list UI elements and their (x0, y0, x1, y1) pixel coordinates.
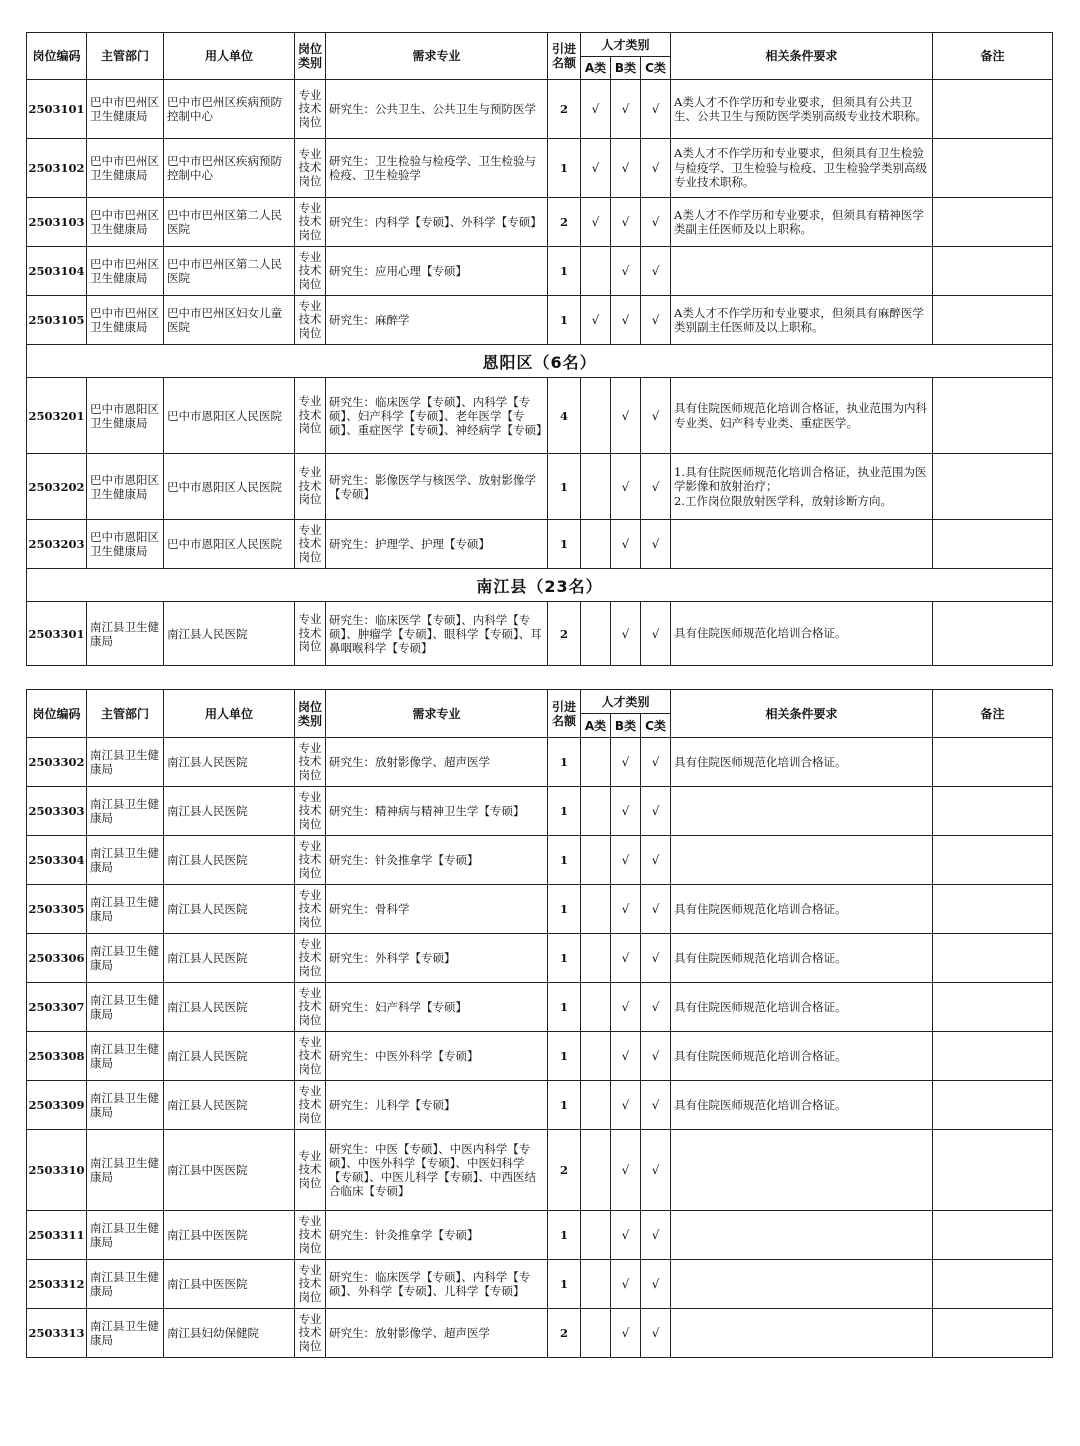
table-row (27, 454, 1053, 520)
cell-code: 2503202 (27, 454, 87, 520)
section-nanjiang: 南江县（23名） (27, 569, 1053, 602)
cell-requirements: 具有住院医师规范化培训合格证。 (671, 738, 933, 787)
cell-position-type: 专业技术岗位 (295, 983, 326, 1032)
table-row (27, 983, 1053, 1032)
header-count: 引进名额 (548, 33, 581, 80)
cell-major: 研究生：针灸推拿学【专硕】 (326, 836, 548, 885)
section-enyang: 恩阳区（6名） (27, 345, 1053, 378)
cell-class-c: √ (641, 378, 671, 454)
cell-unit: 南江县人民医院 (164, 983, 295, 1032)
cell-note (933, 1309, 1053, 1358)
cell-code: 2503311 (27, 1211, 87, 1260)
cell-class-a (581, 885, 611, 934)
cell-code: 2503302 (27, 738, 87, 787)
cell-dept: 南江县卫生健康局 (87, 983, 164, 1032)
cell-class-c: √ (641, 139, 671, 198)
cell-note (933, 520, 1053, 569)
header-b: B类 (611, 57, 641, 80)
cell-dept: 南江县卫生健康局 (87, 602, 164, 666)
cell-class-b: √ (611, 139, 641, 198)
cell-note (933, 1260, 1053, 1309)
cell-requirements (671, 1130, 933, 1211)
cell-class-c: √ (641, 1260, 671, 1309)
cell-unit: 巴中市巴州区疾病预防控制中心 (164, 139, 295, 198)
table-row (27, 836, 1053, 885)
cell-major: 研究生：临床医学【专硕】、内科学【专硕】、肿瘤学【专硕】、眼科学【专硕】、耳鼻咽喉科学【专硕】 (326, 602, 548, 666)
cell-class-a (581, 836, 611, 885)
cell-requirements: 具有住院医师规范化培训合格证。 (671, 934, 933, 983)
cell-code: 2503309 (27, 1081, 87, 1130)
cell-dept: 巴中市恩阳区卫生健康局 (87, 520, 164, 569)
cell-position-type: 专业技术岗位 (295, 378, 326, 454)
cell-major: 研究生：公共卫生、公共卫生与预防医学 (326, 80, 548, 139)
cell-class-c: √ (641, 296, 671, 345)
cell-unit: 南江县中医医院 (164, 1260, 295, 1309)
table-row (27, 139, 1053, 198)
table-row (27, 934, 1053, 983)
cell-class-b: √ (611, 1260, 641, 1309)
cell-class-a (581, 1130, 611, 1211)
cell-count: 2 (548, 1309, 581, 1358)
cell-code: 2503313 (27, 1309, 87, 1358)
header-talent: 人才类别 (581, 690, 671, 714)
cell-count: 1 (548, 139, 581, 198)
table-row (27, 520, 1053, 569)
table-row (27, 198, 1053, 247)
cell-code: 2503307 (27, 983, 87, 1032)
cell-code: 2503301 (27, 602, 87, 666)
cell-major: 研究生：放射影像学、超声医学 (326, 738, 548, 787)
cell-class-c: √ (641, 198, 671, 247)
cell-dept: 巴中市巴州区卫生健康局 (87, 198, 164, 247)
header-major: 需求专业 (326, 690, 548, 738)
header-ptype: 岗位类别 (295, 33, 326, 80)
cell-class-b: √ (611, 198, 641, 247)
cell-major: 研究生：针灸推拿学【专硕】 (326, 1211, 548, 1260)
cell-class-a (581, 602, 611, 666)
cell-count: 1 (548, 1032, 581, 1081)
table-row (27, 602, 1053, 666)
cell-class-a (581, 1309, 611, 1358)
table-row (27, 296, 1053, 345)
cell-class-c: √ (641, 1211, 671, 1260)
cell-position-type: 专业技术岗位 (295, 787, 326, 836)
cell-position-type: 专业技术岗位 (295, 934, 326, 983)
cell-class-a (581, 983, 611, 1032)
cell-count: 1 (548, 934, 581, 983)
cell-requirements: A类人才不作学历和专业要求，但须具有卫生检验与检疫学、卫生检验与检疫、卫生检验学类别高级专业技术职称。 (671, 139, 933, 198)
cell-class-b: √ (611, 602, 641, 666)
cell-class-a: √ (581, 139, 611, 198)
table-row (27, 787, 1053, 836)
cell-requirements (671, 836, 933, 885)
job-table-1 (26, 32, 1053, 666)
cell-count: 1 (548, 787, 581, 836)
cell-requirements (671, 787, 933, 836)
cell-class-c: √ (641, 454, 671, 520)
cell-major: 研究生：妇产科学【专硕】 (326, 983, 548, 1032)
cell-note (933, 1032, 1053, 1081)
cell-unit: 南江县人民医院 (164, 1081, 295, 1130)
cell-class-c: √ (641, 602, 671, 666)
cell-major: 研究生：麻醉学 (326, 296, 548, 345)
cell-class-b: √ (611, 738, 641, 787)
cell-note (933, 296, 1053, 345)
cell-position-type: 专业技术岗位 (295, 1211, 326, 1260)
cell-class-c: √ (641, 247, 671, 296)
cell-class-c: √ (641, 1130, 671, 1211)
cell-note (933, 738, 1053, 787)
cell-major: 研究生：卫生检验与检疫学、卫生检验与检疫、卫生检验学 (326, 139, 548, 198)
cell-note (933, 934, 1053, 983)
cell-note (933, 247, 1053, 296)
cell-major: 研究生：中医外科学【专硕】 (326, 1032, 548, 1081)
cell-unit: 南江县人民医院 (164, 885, 295, 934)
table-row (27, 1260, 1053, 1309)
cell-major: 研究生：外科学【专硕】 (326, 934, 548, 983)
cell-requirements: 具有住院医师规范化培训合格证。 (671, 983, 933, 1032)
cell-class-a (581, 520, 611, 569)
cell-note (933, 80, 1053, 139)
cell-requirements: 具有住院医师规范化培训合格证。 (671, 1032, 933, 1081)
cell-code: 2503310 (27, 1130, 87, 1211)
header-count: 引进名额 (548, 690, 581, 738)
cell-code: 2503101 (27, 80, 87, 139)
cell-note (933, 139, 1053, 198)
cell-code: 2503105 (27, 296, 87, 345)
table-row (27, 1032, 1053, 1081)
cell-dept: 巴中市恩阳区卫生健康局 (87, 378, 164, 454)
cell-requirements (671, 1211, 933, 1260)
cell-class-b: √ (611, 983, 641, 1032)
cell-position-type: 专业技术岗位 (295, 296, 326, 345)
cell-class-c: √ (641, 934, 671, 983)
cell-major: 研究生：护理学、护理【专硕】 (326, 520, 548, 569)
cell-count: 1 (548, 885, 581, 934)
cell-dept: 南江县卫生健康局 (87, 787, 164, 836)
cell-class-a (581, 1211, 611, 1260)
cell-class-b: √ (611, 378, 641, 454)
header-major: 需求专业 (326, 33, 548, 80)
cell-position-type: 专业技术岗位 (295, 836, 326, 885)
cell-requirements (671, 1309, 933, 1358)
cell-class-b: √ (611, 296, 641, 345)
cell-unit: 南江县中医医院 (164, 1130, 295, 1211)
cell-count: 1 (548, 247, 581, 296)
table-row (27, 885, 1053, 934)
cell-position-type: 专业技术岗位 (295, 602, 326, 666)
cell-dept: 巴中市巴州区卫生健康局 (87, 139, 164, 198)
header-a: A类 (581, 714, 611, 738)
cell-code: 2503306 (27, 934, 87, 983)
cell-code: 2503201 (27, 378, 87, 454)
cell-class-b: √ (611, 1081, 641, 1130)
job-table-2 (26, 689, 1053, 1358)
cell-count: 1 (548, 296, 581, 345)
cell-dept: 南江县卫生健康局 (87, 1130, 164, 1211)
cell-class-b: √ (611, 1309, 641, 1358)
cell-major: 研究生：内科学【专硕】、外科学【专硕】 (326, 198, 548, 247)
cell-count: 1 (548, 738, 581, 787)
cell-class-a (581, 738, 611, 787)
cell-major: 研究生：中医【专硕】、中医内科学【专硕】、中医外科学【专硕】、中医妇科学【专硕】、中医儿科学【专硕】、中西医结合临床【专硕】 (326, 1130, 548, 1211)
cell-position-type: 专业技术岗位 (295, 1081, 326, 1130)
cell-dept: 南江县卫生健康局 (87, 885, 164, 934)
cell-major: 研究生：影像医学与核医学、放射影像学【专硕】 (326, 454, 548, 520)
cell-note (933, 198, 1053, 247)
cell-requirements: 1.具有住院医师规范化培训合格证，执业范围为医学影像和放射治疗； 2.工作岗位限放射医学科，放射诊断方向。 (671, 454, 933, 520)
cell-dept: 南江县卫生健康局 (87, 1081, 164, 1130)
header-unit: 用人单位 (164, 690, 295, 738)
cell-dept: 南江县卫生健康局 (87, 836, 164, 885)
cell-note (933, 1211, 1053, 1260)
cell-note (933, 1081, 1053, 1130)
cell-class-c: √ (641, 1032, 671, 1081)
header-req: 相关条件要求 (671, 33, 933, 80)
cell-class-c: √ (641, 1309, 671, 1358)
cell-major: 研究生：骨科学 (326, 885, 548, 934)
cell-position-type: 专业技术岗位 (295, 1260, 326, 1309)
cell-major: 研究生：临床医学【专硕】、内科学【专硕】、外科学【专硕】、儿科学【专硕】 (326, 1260, 548, 1309)
cell-dept: 南江县卫生健康局 (87, 1032, 164, 1081)
table-row (27, 1130, 1053, 1211)
cell-unit: 巴中市巴州区妇女儿童医院 (164, 296, 295, 345)
cell-note (933, 378, 1053, 454)
cell-count: 2 (548, 1130, 581, 1211)
cell-major: 研究生：精神病与精神卫生学【专硕】 (326, 787, 548, 836)
header-dept: 主管部门 (87, 690, 164, 738)
cell-class-b: √ (611, 836, 641, 885)
cell-position-type: 专业技术岗位 (295, 1130, 326, 1211)
cell-class-a (581, 454, 611, 520)
cell-requirements: 具有住院医师规范化培训合格证。 (671, 1081, 933, 1130)
cell-dept: 巴中市恩阳区卫生健康局 (87, 454, 164, 520)
cell-class-c: √ (641, 80, 671, 139)
cell-class-b: √ (611, 1130, 641, 1211)
cell-unit: 南江县人民医院 (164, 738, 295, 787)
cell-position-type: 专业技术岗位 (295, 198, 326, 247)
table-row (27, 1211, 1053, 1260)
cell-requirements: A类人才不作学历和专业要求，但须具有公共卫生、公共卫生与预防医学类别高级专业技术职称。 (671, 80, 933, 139)
cell-unit: 巴中市恩阳区人民医院 (164, 454, 295, 520)
cell-class-b: √ (611, 1211, 641, 1260)
cell-code: 2503312 (27, 1260, 87, 1309)
cell-note (933, 885, 1053, 934)
cell-unit: 巴中市恩阳区人民医院 (164, 378, 295, 454)
cell-note (933, 836, 1053, 885)
cell-unit: 南江县人民医院 (164, 602, 295, 666)
cell-requirements: 具有住院医师规范化培训合格证，执业范围为内科专业类、妇产科专业类、重症医学。 (671, 378, 933, 454)
header-c: C类 (641, 714, 671, 738)
cell-unit: 南江县人民医院 (164, 1032, 295, 1081)
table-row (27, 1309, 1053, 1358)
cell-class-c: √ (641, 787, 671, 836)
table-row (27, 80, 1053, 139)
cell-note (933, 1130, 1053, 1211)
cell-dept: 巴中市巴州区卫生健康局 (87, 296, 164, 345)
cell-count: 4 (548, 378, 581, 454)
cell-unit: 巴中市巴州区疾病预防控制中心 (164, 80, 295, 139)
cell-class-b: √ (611, 934, 641, 983)
header-req: 相关条件要求 (671, 690, 933, 738)
cell-class-b: √ (611, 80, 641, 139)
cell-code: 2503203 (27, 520, 87, 569)
cell-class-a: √ (581, 198, 611, 247)
table-row (27, 378, 1053, 454)
cell-class-c: √ (641, 738, 671, 787)
cell-position-type: 专业技术岗位 (295, 454, 326, 520)
cell-major: 研究生：应用心理【专硕】 (326, 247, 548, 296)
header-note: 备注 (933, 690, 1053, 738)
cell-note (933, 454, 1053, 520)
cell-note (933, 983, 1053, 1032)
cell-code: 2503308 (27, 1032, 87, 1081)
cell-dept: 南江县卫生健康局 (87, 738, 164, 787)
cell-count: 2 (548, 80, 581, 139)
header-b: B类 (611, 714, 641, 738)
cell-count: 2 (548, 602, 581, 666)
cell-count: 1 (548, 1260, 581, 1309)
cell-requirements (671, 520, 933, 569)
cell-count: 1 (548, 1081, 581, 1130)
cell-class-a (581, 934, 611, 983)
cell-class-b: √ (611, 247, 641, 296)
table-row (27, 247, 1053, 296)
cell-dept: 南江县卫生健康局 (87, 934, 164, 983)
cell-code: 2503305 (27, 885, 87, 934)
cell-unit: 巴中市巴州区第二人民医院 (164, 247, 295, 296)
cell-code: 2503104 (27, 247, 87, 296)
cell-note (933, 602, 1053, 666)
cell-count: 1 (548, 520, 581, 569)
cell-class-b: √ (611, 454, 641, 520)
cell-code: 2503103 (27, 198, 87, 247)
cell-position-type: 专业技术岗位 (295, 247, 326, 296)
cell-unit: 南江县妇幼保健院 (164, 1309, 295, 1358)
cell-position-type: 专业技术岗位 (295, 885, 326, 934)
cell-major: 研究生：儿科学【专硕】 (326, 1081, 548, 1130)
cell-code: 2503102 (27, 139, 87, 198)
cell-class-a: √ (581, 296, 611, 345)
cell-count: 1 (548, 1211, 581, 1260)
header-note: 备注 (933, 33, 1053, 80)
cell-count: 1 (548, 454, 581, 520)
cell-note (933, 787, 1053, 836)
cell-class-c: √ (641, 836, 671, 885)
cell-class-c: √ (641, 520, 671, 569)
cell-class-a: √ (581, 80, 611, 139)
cell-class-a (581, 1032, 611, 1081)
cell-requirements: 具有住院医师规范化培训合格证。 (671, 885, 933, 934)
cell-dept: 巴中市巴州区卫生健康局 (87, 247, 164, 296)
cell-class-b: √ (611, 885, 641, 934)
cell-count: 1 (548, 983, 581, 1032)
cell-position-type: 专业技术岗位 (295, 80, 326, 139)
cell-position-type: 专业技术岗位 (295, 1032, 326, 1081)
cell-class-b: √ (611, 787, 641, 836)
cell-code: 2503304 (27, 836, 87, 885)
cell-class-c: √ (641, 1081, 671, 1130)
table-row (27, 1081, 1053, 1130)
cell-unit: 巴中市巴州区第二人民医院 (164, 198, 295, 247)
cell-class-a (581, 247, 611, 296)
cell-class-c: √ (641, 983, 671, 1032)
cell-requirements: A类人才不作学历和专业要求，但须具有精神医学类副主任医师及以上职称。 (671, 198, 933, 247)
cell-class-a (581, 1081, 611, 1130)
header-dept: 主管部门 (87, 33, 164, 80)
cell-position-type: 专业技术岗位 (295, 1309, 326, 1358)
cell-unit: 南江县人民医院 (164, 787, 295, 836)
cell-class-a (581, 1260, 611, 1309)
table-row (27, 738, 1053, 787)
cell-unit: 南江县中医医院 (164, 1211, 295, 1260)
header-c: C类 (641, 57, 671, 80)
cell-requirements: 具有住院医师规范化培训合格证。 (671, 602, 933, 666)
header-ptype: 岗位类别 (295, 690, 326, 738)
header-code: 岗位编码 (27, 33, 87, 80)
cell-major: 研究生：放射影像学、超声医学 (326, 1309, 548, 1358)
cell-position-type: 专业技术岗位 (295, 738, 326, 787)
header-unit: 用人单位 (164, 33, 295, 80)
cell-position-type: 专业技术岗位 (295, 139, 326, 198)
cell-unit: 南江县人民医院 (164, 836, 295, 885)
header-a: A类 (581, 57, 611, 80)
cell-requirements (671, 1260, 933, 1309)
cell-dept: 南江县卫生健康局 (87, 1260, 164, 1309)
cell-major: 研究生：临床医学【专硕】、内科学【专硕】、妇产科学【专硕】、老年医学【专硕】、重症医学【专硕】、神经病学【专硕】 (326, 378, 548, 454)
cell-dept: 南江县卫生健康局 (87, 1211, 164, 1260)
cell-requirements: A类人才不作学历和专业要求，但须具有麻醉医学类别副主任医师及以上职称。 (671, 296, 933, 345)
cell-unit: 南江县人民医院 (164, 934, 295, 983)
cell-class-a (581, 378, 611, 454)
header-talent: 人才类别 (581, 33, 671, 57)
cell-class-c: √ (641, 885, 671, 934)
cell-requirements (671, 247, 933, 296)
header-code: 岗位编码 (27, 690, 87, 738)
cell-count: 2 (548, 198, 581, 247)
cell-dept: 巴中市巴州区卫生健康局 (87, 80, 164, 139)
cell-unit: 巴中市恩阳区人民医院 (164, 520, 295, 569)
cell-class-a (581, 787, 611, 836)
cell-count: 1 (548, 836, 581, 885)
cell-class-b: √ (611, 520, 641, 569)
cell-code: 2503303 (27, 787, 87, 836)
cell-dept: 南江县卫生健康局 (87, 1309, 164, 1358)
cell-position-type: 专业技术岗位 (295, 520, 326, 569)
cell-class-b: √ (611, 1032, 641, 1081)
